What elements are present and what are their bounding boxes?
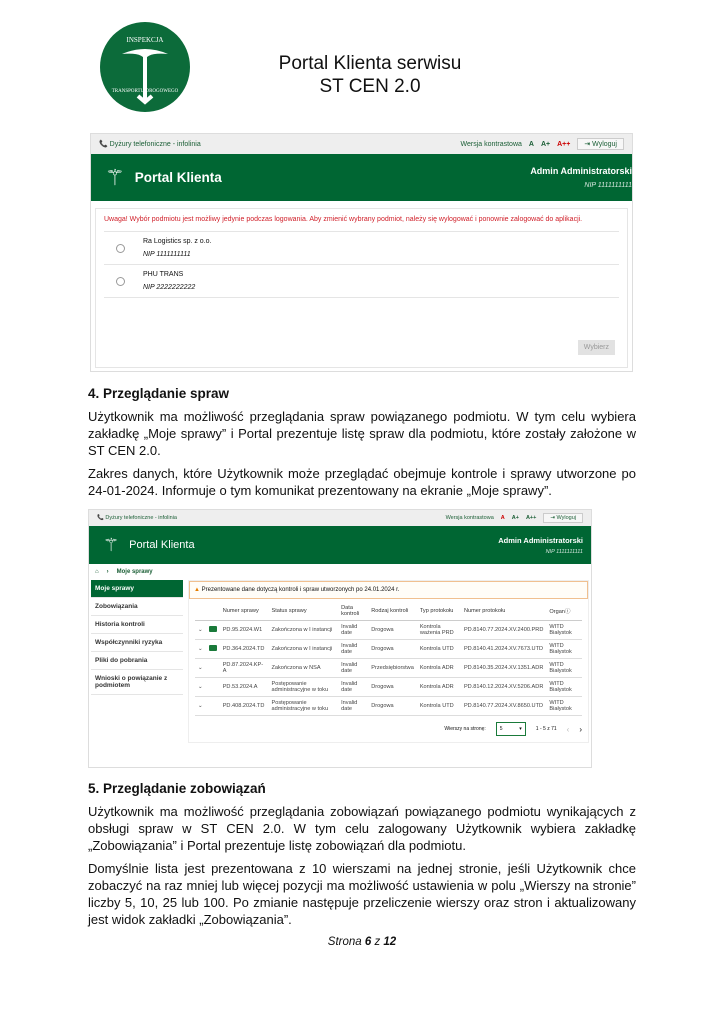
- radio-button[interactable]: [116, 277, 125, 286]
- user-nip: NIP 1111111111: [584, 182, 632, 189]
- table-cell: Invalid date: [338, 697, 368, 716]
- info-icon[interactable]: ⓘ: [564, 609, 571, 615]
- next-page-icon[interactable]: ›: [579, 724, 582, 734]
- top-bar: [91, 134, 632, 154]
- contrast-toggle[interactable]: Wersja kontrastowa: [445, 515, 494, 521]
- cases-table: [195, 602, 582, 716]
- font-size-xlarge[interactable]: A++: [525, 515, 537, 521]
- breadcrumb: ⌂ › Moje sprawy: [95, 569, 153, 575]
- section-4-paragraph-1: Użytkownik ma możliwość przeglądania spraw powiązanego podmiotu. W tym celu wybiera zakładkę „Moje sprawy” i Portal prezentuje listę spraw dla podmiotu, które zostały założone w ST CEN 2.0.: [88, 409, 636, 458]
- table-cell: Zakończona w I instancji: [268, 640, 338, 659]
- font-size-large[interactable]: A+: [540, 140, 551, 148]
- table-cell: Invalid date: [338, 678, 368, 697]
- expand-chevron-icon[interactable]: ⌄: [195, 678, 206, 697]
- page-range: 1 - 5 z 71: [535, 726, 557, 732]
- table-row[interactable]: [195, 640, 582, 659]
- page-footer: Strona 6 z 12: [327, 936, 397, 948]
- svg-text:TRANSPORTU DROGOWEGO: TRANSPORTU DROGOWEGO: [111, 89, 179, 94]
- logout-button[interactable]: ⇥ Wyloguj: [543, 513, 583, 523]
- itd-emblem-icon: ⚚: [103, 534, 120, 555]
- app-name: Portal Klienta: [134, 170, 222, 185]
- table-cell: Kontrola UTD: [417, 697, 461, 716]
- column-header[interactable]: Status sprawy: [268, 602, 338, 621]
- top-bar: [89, 510, 591, 526]
- table-cell: PD.87.2024.KP-A: [220, 659, 269, 678]
- table-cell: Drogowa: [368, 697, 417, 716]
- itd-emblem-icon: ⚚: [105, 164, 125, 190]
- empty-cell: [206, 678, 220, 697]
- payment-icon: [206, 621, 220, 640]
- table-cell: PD.8140.77.2024.XV.2400.PRD: [461, 621, 546, 640]
- dropdown-arrow-icon: ▾: [519, 726, 522, 732]
- user-nip: NIP 1111111111: [545, 548, 583, 555]
- user-name: Admin Administratorski: [530, 166, 632, 176]
- rows-per-page-select[interactable]: 5 ▾: [496, 722, 526, 736]
- entity-option[interactable]: PHU TRANS NIP 2222222222: [104, 265, 619, 298]
- column-header[interactable]: Numer sprawy: [220, 602, 269, 621]
- section-5-paragraph-1: Użytkownik ma możliwość przeglądania zobowiązań powiązanego podmiotu wynikających z obsługi spraw w ST CEN 2.0. W tym celu zalogowany Użytkownik wybiera zakładkę „Zobowiązania” i Portal prezentuje listę zobowiązań dla podmiotu.: [88, 804, 636, 853]
- screenshot-my-cases: [88, 509, 592, 768]
- expand-chevron-icon[interactable]: ⌄: [195, 621, 206, 640]
- column-header[interactable]: Organⓘ: [546, 602, 582, 621]
- sidebar-item-risk-factors[interactable]: Współczynniki ryzyka: [91, 634, 183, 652]
- expand-chevron-icon[interactable]: ⌄: [195, 659, 206, 678]
- notice-banner: ▲ Prezentowane dane dotyczą kontroli i spraw utworzonych po 24.01.2024 r.: [189, 581, 588, 599]
- table-cell: Postępowanie administracyjne w toku: [268, 697, 338, 716]
- logout-button[interactable]: ⇥ Wyloguj: [577, 138, 624, 150]
- table-cell: Zakończona w NSA: [268, 659, 338, 678]
- home-icon[interactable]: ⌂: [95, 569, 99, 575]
- contrast-toggle[interactable]: Wersja kontrastowa: [460, 140, 522, 148]
- hotline-link[interactable]: 📞 Dyżury telefoniczne - infolinia: [99, 141, 201, 148]
- table-cell: Invalid date: [338, 659, 368, 678]
- column-header[interactable]: Typ protokołu: [417, 602, 461, 621]
- font-size-normal[interactable]: A: [500, 515, 505, 521]
- table-cell: WITD Białystok: [546, 659, 582, 678]
- svg-text:INSPEKCJA: INSPEKCJA: [126, 36, 164, 44]
- entity-option[interactable]: Ra Logistics sp. z o.o. NIP 1111111111: [104, 232, 619, 265]
- sidebar: [91, 580, 183, 743]
- table-cell: PD.408.2024.TD: [220, 697, 269, 716]
- select-button[interactable]: Wybierz: [578, 340, 615, 355]
- font-size-normal[interactable]: A: [528, 140, 534, 148]
- sidebar-item-obligations[interactable]: Zobowiązania: [91, 598, 183, 616]
- rows-per-page-label: Wierszy na stronę:: [444, 726, 486, 732]
- table-cell: PD.8140.12.2024.XV.5206.ADR: [461, 678, 546, 697]
- table-cell: PD.53.2024.A: [220, 678, 269, 697]
- table-row[interactable]: [195, 621, 582, 640]
- sidebar-item-entity-requests[interactable]: Wnioski o powiązanie z podmiotem: [91, 670, 183, 695]
- table-cell: Invalid date: [338, 640, 368, 659]
- prev-page-icon[interactable]: ‹: [566, 724, 570, 734]
- table-cell: WITD Białystok: [546, 697, 582, 716]
- empty-cell: [206, 697, 220, 716]
- sidebar-item-downloads[interactable]: Pliki do pobrania: [91, 652, 183, 670]
- section-5-paragraph-2: Domyślnie lista jest prezentowana z 10 wierszami na jednej stronie, jeśli Użytkownik chce zobaczyć na raz mniej lub więcej pozycji ma możliwość ustawienia w polu „Wierszy na stronie” liczby 5, 10, 25 lub 100. Po zmianie następuje przeliczenie wierszy oraz stron i aktualizowany jest widok zakładki „Zobowiązania”.: [88, 861, 636, 927]
- table-row[interactable]: [195, 678, 582, 697]
- app-name: Portal Klienta: [129, 539, 195, 551]
- screenshot-entity-selection: [90, 133, 633, 372]
- table-cell: PD.364.2024.TD: [220, 640, 269, 659]
- table-cell: PD.8140.35.2024.XV.1351.ADR: [461, 659, 546, 678]
- table-cell: Drogowa: [368, 640, 417, 659]
- radio-button[interactable]: [116, 244, 125, 253]
- column-header[interactable]: Rodzaj kontroli: [368, 602, 417, 621]
- table-cell: PD.95.2024.W1: [220, 621, 269, 640]
- entity-card: [95, 208, 628, 368]
- itd-logo: [100, 22, 190, 112]
- table-cell: Drogowa: [368, 621, 417, 640]
- font-size-xlarge[interactable]: A++: [557, 140, 571, 148]
- table-cell: WITD Białystok: [546, 678, 582, 697]
- document-body: [88, 385, 636, 948]
- font-size-large[interactable]: A+: [511, 515, 519, 521]
- section-5-heading: 5. Przeglądanie zobowiązań: [88, 781, 266, 796]
- column-header[interactable]: Numer protokołu: [461, 602, 546, 621]
- section-4-heading: 4. Przeglądanie spraw: [88, 386, 230, 401]
- table-cell: Kontrola ADR: [417, 659, 461, 678]
- table-cell: WITD Białystok: [546, 640, 582, 659]
- table-cell: Przedsiębiorstwa: [368, 659, 417, 678]
- section-4-paragraph-2: Zakres danych, które Użytkownik może przeglądać obejmuje kontrole i sprawy utworzone po 24-01-2024. Informuje o tym komunikat prezentowany na ekranie „Moje sprawy”.: [88, 466, 636, 498]
- table-cell: WITD Białystok: [546, 621, 582, 640]
- app-header: [89, 526, 591, 564]
- table-row[interactable]: [195, 659, 582, 678]
- warning-message: Uwaga! Wybór podmiotu jest możliwy jedynie podczas logowania. Aby zmienić wybrany podmiot, należy się wylogować i ponownie zalogować do aplikacji.: [104, 213, 619, 232]
- app-header: [91, 154, 632, 201]
- table-cell: Kontrola ADR: [417, 678, 461, 697]
- hotline-link[interactable]: 📞 Dyżury telefoniczne - infolinia: [97, 515, 177, 521]
- breadcrumb-current: Moje sprawy: [116, 569, 153, 575]
- sidebar-item-inspection-history[interactable]: Historia kontroli: [91, 616, 183, 634]
- user-name: Admin Administratorski: [498, 535, 583, 545]
- warning-icon: ▲: [194, 587, 200, 593]
- table-cell: Invalid date: [338, 621, 368, 640]
- table-cell: Zakończona w I instancji: [268, 621, 338, 640]
- cases-panel: [188, 580, 589, 743]
- document-title: [200, 52, 540, 98]
- pagination: [195, 722, 582, 736]
- table-cell: PD.8140.77.2024.XV.8650.UTD: [461, 697, 546, 716]
- table-cell: Kontrola ważenia PRD: [417, 621, 461, 640]
- title-line-2: ST CEN 2.0: [319, 76, 421, 97]
- table-cell: Postępowanie administracyjne w toku: [268, 678, 338, 697]
- expand-chevron-icon[interactable]: ⌄: [195, 640, 206, 659]
- empty-cell: [206, 659, 220, 678]
- payment-icon: [206, 640, 220, 659]
- table-cell: Kontrola UTD: [417, 640, 461, 659]
- table-cell: PD.8140.41.2024.XV.7673.UTD: [461, 640, 546, 659]
- sidebar-item-my-cases[interactable]: Moje sprawy: [91, 580, 183, 598]
- title-line-1: Portal Klienta serwisu: [278, 53, 462, 74]
- column-header[interactable]: Data kontroli: [338, 602, 368, 621]
- table-cell: Drogowa: [368, 678, 417, 697]
- table-row[interactable]: [195, 697, 582, 716]
- expand-chevron-icon[interactable]: ⌄: [195, 697, 206, 716]
